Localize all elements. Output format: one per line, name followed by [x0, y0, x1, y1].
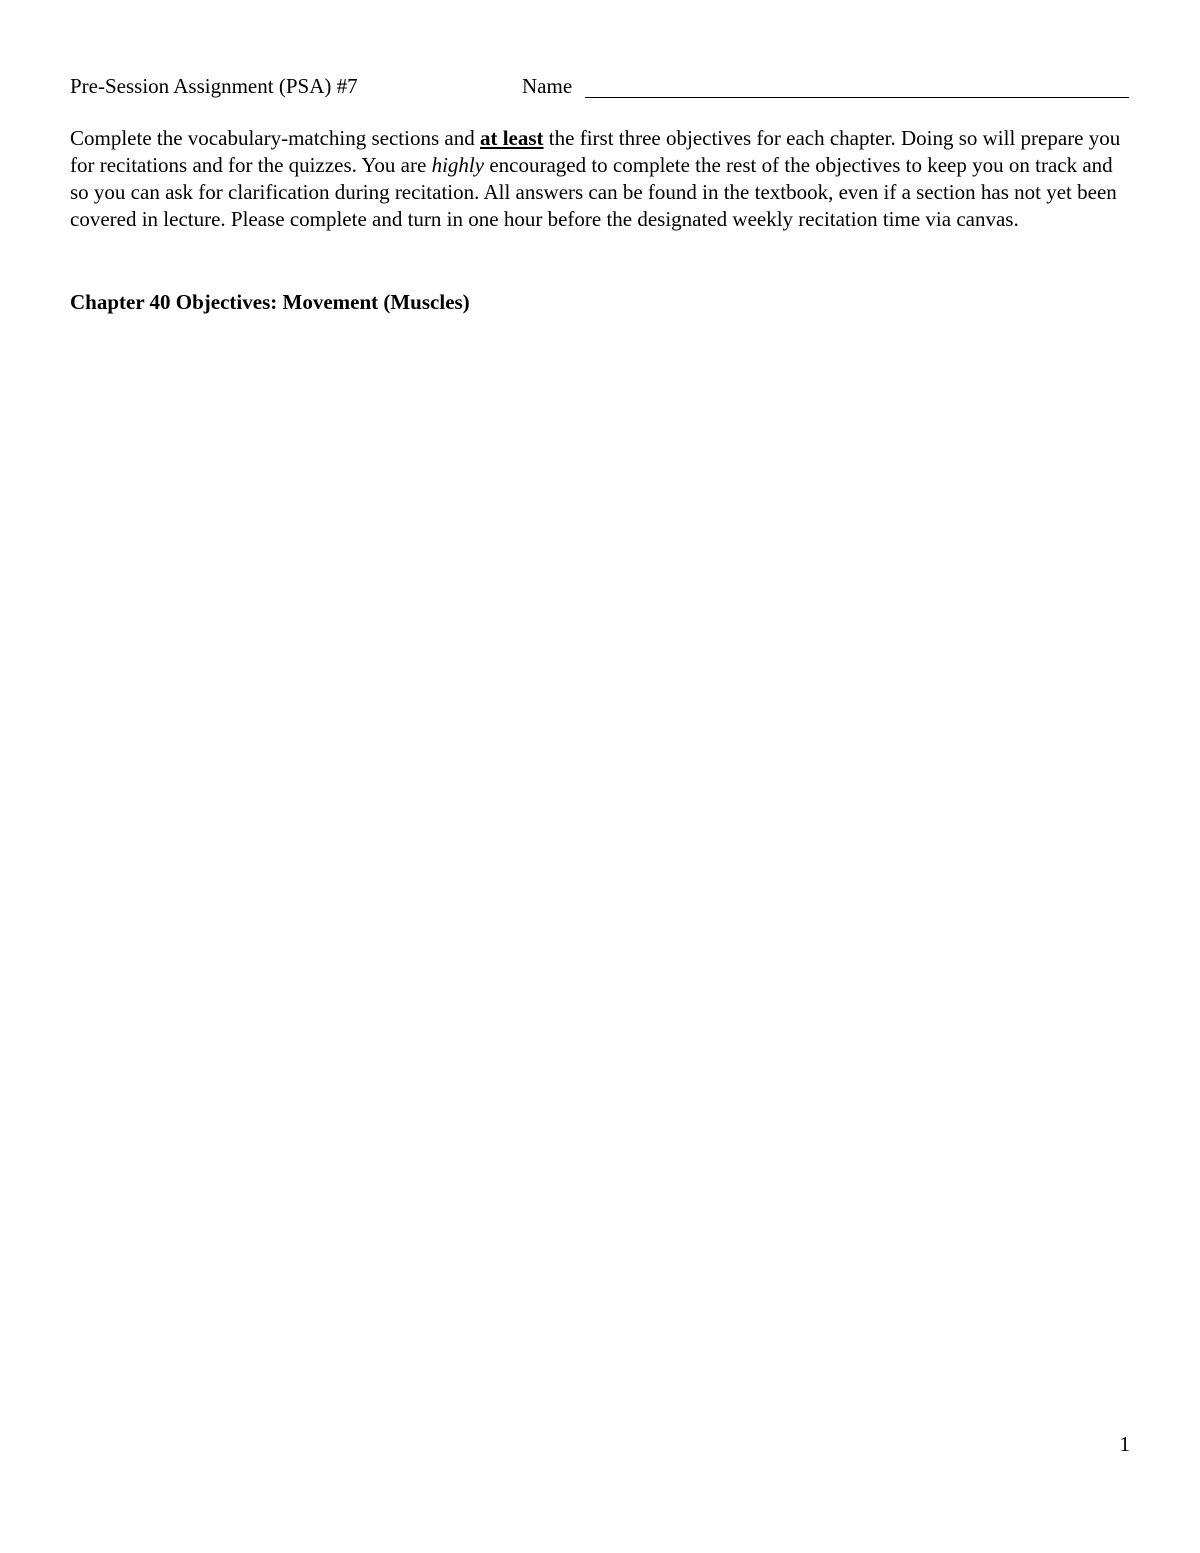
header-row	[70, 72, 1130, 102]
page-number: 1	[1119, 1432, 1130, 1456]
assignment-title: Pre-Session Assignment (PSA) #7	[70, 74, 358, 98]
instructions-text-part2: the first three objectives for each chapter. Doing so will prepare you for recitations and for the quizzes. You are	[70, 126, 1121, 177]
name-blank-line	[585, 97, 1129, 98]
instructions-text-part1: Complete the vocabulary-matching sections and	[70, 126, 480, 150]
instructions-emphasis-highly: highly	[431, 153, 485, 177]
instructions-paragraph	[70, 125, 1130, 233]
chapter-heading: Chapter 40 Objectives: Movement (Muscles)	[70, 290, 470, 314]
name-label: Name	[522, 74, 573, 98]
instructions-emphasis-at-least: at least	[479, 126, 544, 150]
instructions-text-part3: encouraged to complete the rest of the objectives to keep you on track and so you can ask for clarification during recitation. All answers can be found in the textbook, even if a section has not yet been covered in lecture. Please complete and turn in one hour before the designated weekly recitation time via canvas.	[70, 153, 1117, 231]
